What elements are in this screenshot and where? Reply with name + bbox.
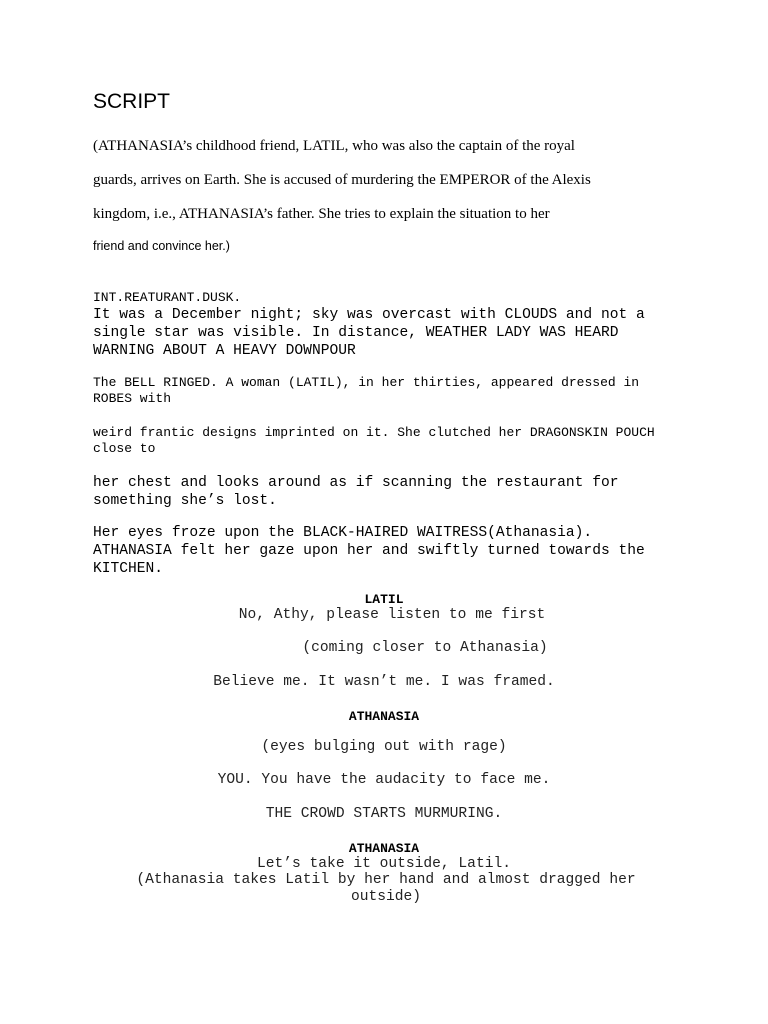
- parenthetical-athanasia-1: (eyes bulging out with rage): [261, 739, 507, 755]
- parenthetical-latil: (coming closer to Athanasia): [302, 640, 548, 656]
- scene-heading: INT.REATURANT.DUSK.: [93, 290, 242, 305]
- action-paragraph-2: The BELL RINGED. A woman (LATIL), in her thirties, appeared dressed in ROBES with: [93, 375, 647, 406]
- character-name-latil: LATIL: [364, 592, 404, 607]
- parenthetical-athanasia-2: (Athanasia takes Latil by her hand and almost dragged her outside): [136, 872, 645, 905]
- dialogue-latil-2: Believe me. It wasn’t me. I was framed.: [213, 674, 555, 690]
- intro-line-3: kingdom, i.e., ATHANASIA’s father. She tries to explain the situation to her: [93, 206, 550, 222]
- intro-line-1: (ATHANASIA’s childhood friend, LATIL, who was also the captain of the royal: [93, 138, 575, 154]
- action-paragraph-3: weird frantic designs imprinted on it. She clutched her DRAGONSKIN POUCH close to: [93, 425, 663, 456]
- action-paragraph-5: Her eyes froze upon the BLACK-HAIRED WAITRESS(Athanasia). ATHANASIA felt her gaze upon her and swiftly turned towards the KITCHEN.: [93, 525, 654, 577]
- document-title: SCRIPT: [93, 90, 171, 113]
- intro-line-4: friend and convince her.): [93, 239, 230, 253]
- dialogue-athanasia-1: YOU. You have the audacity to face me.: [217, 772, 551, 788]
- action-paragraph-1: It was a December night; sky was overcast with CLOUDS and not a single star was visible. In distance, WEATHER LADY WAS HEARD WARNING ABOUT A HEAVY DOWNPOUR: [93, 307, 654, 359]
- character-name-athanasia-2: ATHANASIA: [348, 841, 420, 856]
- crowd-action: THE CROWD STARTS MURMURING.: [265, 806, 503, 822]
- dialogue-athanasia-2: Let’s take it outside, Latil.: [257, 856, 511, 872]
- dialogue-latil-1: No, Athy, please listen to me first: [238, 607, 546, 623]
- intro-line-2: guards, arrives on Earth. She is accused of murdering the EMPEROR of the Alexis: [93, 172, 591, 188]
- action-paragraph-4: her chest and looks around as if scanning the restaurant for something she’s lost.: [93, 475, 628, 509]
- character-name-athanasia-1: ATHANASIA: [348, 709, 420, 724]
